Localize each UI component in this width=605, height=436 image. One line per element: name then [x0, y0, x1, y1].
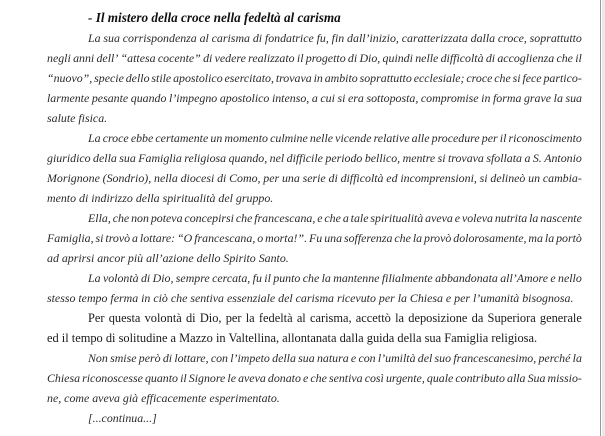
- paragraph-line: Non smise però di lottare, con l’impeto della sua natura e con l’umiltà del suo francescanesimo, perché la: [88, 351, 582, 365]
- page-edge-line: [600, 0, 601, 436]
- paragraph-line: La volontà di Dio, sempre cercata, fu il punto che la mantenne filialmente abbandonata all’Amore e nello: [88, 271, 582, 285]
- paragraph-line: “nuovo”, specie dello stile apostolico esercitato, trovava in ambito soprattutto ecclesiale; croce che si fece partico-: [47, 71, 582, 85]
- paragraph-line: larmente pesante quando l’impegno apostolico intenso, a cui si era sottoposta, compromise in forma grave la sua: [47, 91, 582, 105]
- paragraph-line: La sua corrispondenza al carisma di fondatrice fu, fin dall’inizio, caratterizzata dalla croce, soprattutto: [88, 31, 582, 45]
- paragraph-line: Chiesa riconoscesse quanto il Signore le aveva donato e che sentiva così urgente, quale contributo alla Sua missio-: [47, 371, 582, 385]
- paragraph-line: ed il tempo di solitudine a Mazzo in Valtellina, allontanata dalla guida della sua Famiglia religiosa.: [47, 331, 538, 345]
- section-heading: - Il mistero della croce nella fedeltà al carisma: [88, 10, 341, 25]
- paragraph-line: ad aprirsi ancor più all’azione dello Spirito Santo.: [47, 251, 289, 265]
- paragraph-line: Per questa volontà di Dio, per la fedeltà al carisma, accettò la deposizione da Superiora generale: [88, 311, 582, 325]
- paragraph-line: stesso tempo ferma in ciò che sentiva essenziale del carisma ricevuto per la Chiesa e per l’umanità bisognosa.: [47, 291, 574, 305]
- continue-note: [...continua...]: [88, 411, 157, 425]
- paragraph-line: giuridico della sua Famiglia religiosa quando, nel difficile periodo bellico, mentre si trovava sfollata a S. Antonio: [47, 151, 582, 165]
- paragraph-line: salute fisica.: [47, 111, 108, 125]
- paragraph-line: mento di indirizzo della spiritualità del gruppo.: [47, 191, 274, 205]
- paragraph-line: La croce ebbe certamente un momento culmine nelle vicende relative alle procedure per il riconoscimento: [88, 131, 582, 145]
- paragraph-line: negli anni dell’ “attesa cocente” di vedere realizzato il progetto di Dio, quindi nelle difficoltà di accoglienza che il: [47, 51, 582, 65]
- paragraph-line: Morignone (Sondrio), nella diocesi di Como, per una serie di difficoltà ed incomprensioni, si delineò un cambia-: [47, 171, 582, 185]
- paragraph-line: Famiglia, si trovò a lottare: “O francescana, o morta!”. Fu una sofferenza che la provò dolorosamente, ma la portò: [47, 231, 582, 245]
- paragraph-line: ne, come aveva già efficacemente esperimentato.: [47, 391, 280, 405]
- paragraph-line: Ella, che non poteva concepirsi che francescana, e che a tale spiritualità aveva e voleva nutrita la nascente: [88, 211, 582, 225]
